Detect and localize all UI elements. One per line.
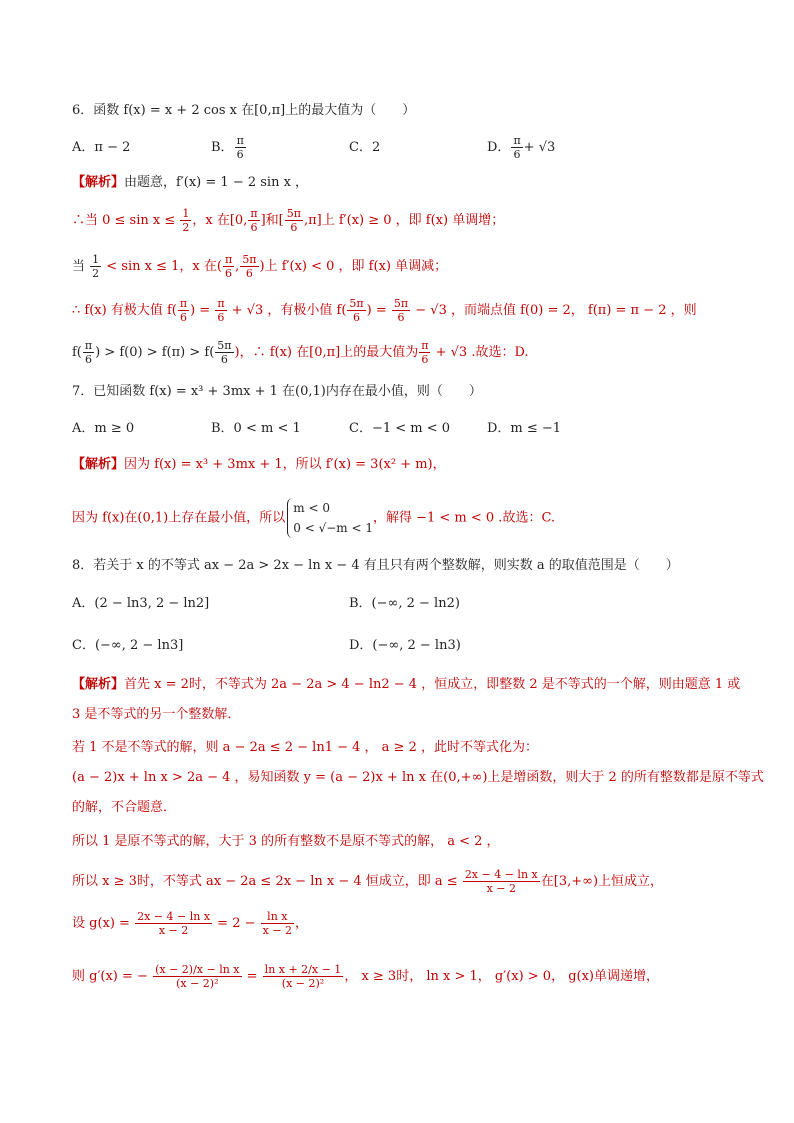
text: )上 f′(x) < 0 ，即 f(x) 单调减； (259, 259, 448, 274)
q6-stem: 6．函数 f(x) = x + 2 cos x 在[0,π]上的最大值为（ ） (72, 103, 416, 118)
frac-den: 6 (245, 267, 253, 280)
q8-solution-line-4: (a − 2)x + ln x > 2a − 4 ，易知函数 y = (a − 2)x + ln x 在(0,+∞)上是增函数，则大于 2 的所有整数都是原不等式 (72, 770, 764, 785)
text: ∴当 0 ≤ sin x ≤ (72, 213, 180, 228)
text: ) > f(0) > f(π) > f( (95, 345, 215, 360)
frac-den: 6 (290, 221, 298, 234)
q8-solution-line-7 (72, 868, 663, 895)
frac-num: 5π (286, 207, 301, 220)
text: ，x 在[0, (192, 213, 248, 228)
brace-row-2: 0 < √−m < 1 (293, 521, 373, 535)
frac-num: 2x − 4 − ln x (464, 868, 538, 881)
text: < sin x ≤ 1，x 在( (102, 259, 222, 274)
q7-option-b: B．0 < m < 1 (211, 421, 301, 436)
q6-solution-line-5 (72, 339, 529, 366)
text: ,π]上 f′(x) ≥ 0 ，即 f(x) 单调增； (303, 213, 505, 228)
frac-num: 5π (217, 339, 232, 352)
text: = (242, 969, 262, 984)
solution-tag: 【解析】 (72, 175, 125, 190)
fraction (419, 339, 430, 366)
frac-den: x − 2 (262, 924, 293, 937)
text: , (235, 259, 240, 274)
frac-den: 6 (220, 353, 228, 366)
q7-option-d: D．m ≤ −1 (487, 421, 562, 436)
fraction (463, 868, 540, 895)
q6-option-a: A．π − 2 (72, 140, 131, 155)
q8-solution-line-9 (72, 963, 659, 990)
q6-option-d-fraction (511, 134, 522, 161)
system-brace (287, 498, 373, 538)
fraction (215, 297, 226, 324)
text: ， x ≥ 3时， ln x > 1， g′(x) > 0， g(x)单调递增， (344, 969, 659, 984)
text: + √3 .故选：D. (431, 345, 529, 360)
q8-solution-line-1 (72, 675, 740, 695)
fraction (263, 963, 344, 990)
text: ]和[ (260, 213, 284, 228)
fraction (178, 297, 189, 324)
q6-solution-line-1 (72, 173, 308, 193)
frac-den: 2 (92, 267, 100, 280)
fraction (180, 207, 191, 234)
q6-option-b-fraction (235, 134, 246, 161)
q6-option-d (487, 134, 555, 161)
fraction (135, 910, 212, 937)
fraction (240, 253, 258, 280)
fraction (83, 339, 94, 366)
frac-den: 2 (182, 221, 190, 234)
fraction (248, 207, 259, 234)
frac-num: π (250, 207, 258, 220)
frac-den: 6 (225, 267, 233, 280)
q8-option-d: D．(−∞, 2 − ln3) (349, 638, 461, 653)
frac-num: π (179, 297, 188, 310)
frac-den: 6 (236, 148, 244, 161)
q6-solution-line-3 (72, 253, 447, 280)
q6-option-d-label: D． (487, 140, 511, 155)
text: 在[3,+∞)上恒成立， (540, 874, 664, 889)
q7-solution-line-1 (72, 455, 446, 475)
text: ，解得 −1 < m < 0 .故选：C. (372, 510, 556, 526)
frac-den: 6 (513, 148, 521, 161)
text: 所以 x ≥ 3时，不等式 ax − 2a ≤ 2x − ln x − 4 恒成立，即 a ≤ (72, 874, 462, 889)
frac-den: 6 (179, 311, 187, 324)
q8-solution-line-2: 3 是不等式的另一个整数解． (72, 707, 241, 722)
frac-num: ln x (261, 910, 294, 924)
frac-num: π (513, 134, 521, 147)
text: 则 g′(x) = − (72, 969, 153, 984)
fraction (215, 339, 233, 366)
fraction (347, 297, 365, 324)
q7-option-a: A．m ≥ 0 (72, 421, 135, 436)
text: ， (295, 916, 309, 931)
q8-solution-line-5: 的解，不合题意． (72, 800, 177, 815)
solution-text: 由题意，f′(x) = 1 − 2 sin x ， (124, 175, 309, 190)
frac-num: 1 (182, 207, 190, 220)
q6-option-b (211, 134, 247, 161)
solution-tag: 【解析】 (72, 457, 125, 472)
text: ∴ f(x) 有极大值 f( (72, 303, 177, 318)
frac-num: 5π (393, 297, 409, 310)
text: ) = (366, 303, 391, 318)
text: = 2 − (213, 916, 260, 931)
fraction (285, 207, 303, 234)
frac-den: 6 (250, 221, 258, 234)
text: − √3 ，而端点值 f(0) = 2， f(π) = π − 2 ，则 (411, 303, 697, 318)
frac-num: ln x + 2/x − 1 (264, 963, 342, 976)
frac-den: 6 (353, 311, 361, 324)
frac-num: (x − 2)/x − ln x (155, 963, 240, 976)
fraction (223, 253, 234, 280)
frac-den: 6 (217, 311, 225, 324)
q6-solution-line-2 (72, 207, 504, 234)
frac-num: 1 (92, 253, 100, 266)
q6-option-c: C．2 (349, 140, 381, 155)
q6-solution-line-4 (72, 297, 697, 324)
frac-den: 6 (397, 311, 405, 324)
fraction (90, 253, 101, 280)
frac-num: π (84, 339, 93, 352)
q8-option-b: B．(−∞, 2 − ln2) (349, 596, 460, 611)
frac-num: π (236, 134, 244, 147)
frac-den: (x − 2)² (176, 977, 219, 990)
q8-solution-line-6: 所以 1 是原不等式的解，大于 3 的所有整数不是原不等式的解， a < 2 ， (72, 834, 500, 849)
fraction (392, 297, 410, 324)
q8-option-c: C．(−∞, 2 − ln3] (72, 638, 184, 653)
solution-text: 因为 f(x) = x³ + 3mx + 1，所以 f′(x) = 3(x² + m)， (124, 457, 446, 472)
frac-num: 2x − 4 − ln x (137, 910, 211, 923)
frac-den: 6 (421, 353, 429, 366)
q8-option-a: A．(2 − ln3, 2 − ln2] (72, 596, 210, 611)
text: )，∴ f(x) 在[0,π]上的最大值为 (234, 345, 419, 360)
q8-solution-line-8 (72, 910, 308, 937)
frac-den: 6 (85, 353, 92, 366)
text: 当 (72, 259, 90, 274)
frac-num: π (421, 339, 429, 352)
text: 因为 f(x)在(0,1)上存在最小值，所以 (72, 510, 286, 526)
text: + √3 ，有极小值 f( (227, 303, 347, 318)
q8-solution-line-3: 若 1 不是不等式的解，则 a − 2a ≤ 2 − ln1 − 4 ， a ≥ 2 ，此时不等式化为： (72, 740, 538, 755)
frac-den: x − 2 (486, 882, 516, 895)
q7-stem: 7．已知函数 f(x) = x³ + 3mx + 1 在(0,1)内存在最小值，则（ ） (72, 384, 482, 399)
text: 设 g(x) = (72, 916, 135, 931)
text: ) = (190, 303, 215, 318)
fraction (153, 963, 241, 990)
frac-den: (x − 2)² (281, 977, 325, 990)
solution-text: 首先 x = 2时，不等式为 2a − 2a > 4 − ln2 − 4 ，恒成立，即整数 2 是不等式的一个解，则由题意 1 或 (124, 677, 741, 692)
frac-num: 5π (349, 297, 364, 310)
frac-num: π (224, 253, 233, 266)
q8-stem: 8．若关于 x 的不等式 ax − 2a > 2x − ln x − 4 有且只有两个整数解，则实数 a 的取值范围是（ ） (72, 558, 679, 573)
frac-num: π (217, 297, 225, 310)
text: f( (72, 345, 82, 360)
brace-row-1: m < 0 (293, 501, 330, 515)
q7-option-c: C．−1 < m < 0 (349, 421, 451, 436)
frac-den: x − 2 (158, 924, 189, 937)
q6-option-b-label: B． (211, 140, 234, 155)
q7-solution-line-2 (72, 498, 555, 538)
fraction (261, 910, 294, 937)
solution-tag: 【解析】 (72, 677, 125, 692)
q6-option-d-tail: + √3 (523, 140, 556, 155)
frac-num: 5π (242, 253, 257, 266)
